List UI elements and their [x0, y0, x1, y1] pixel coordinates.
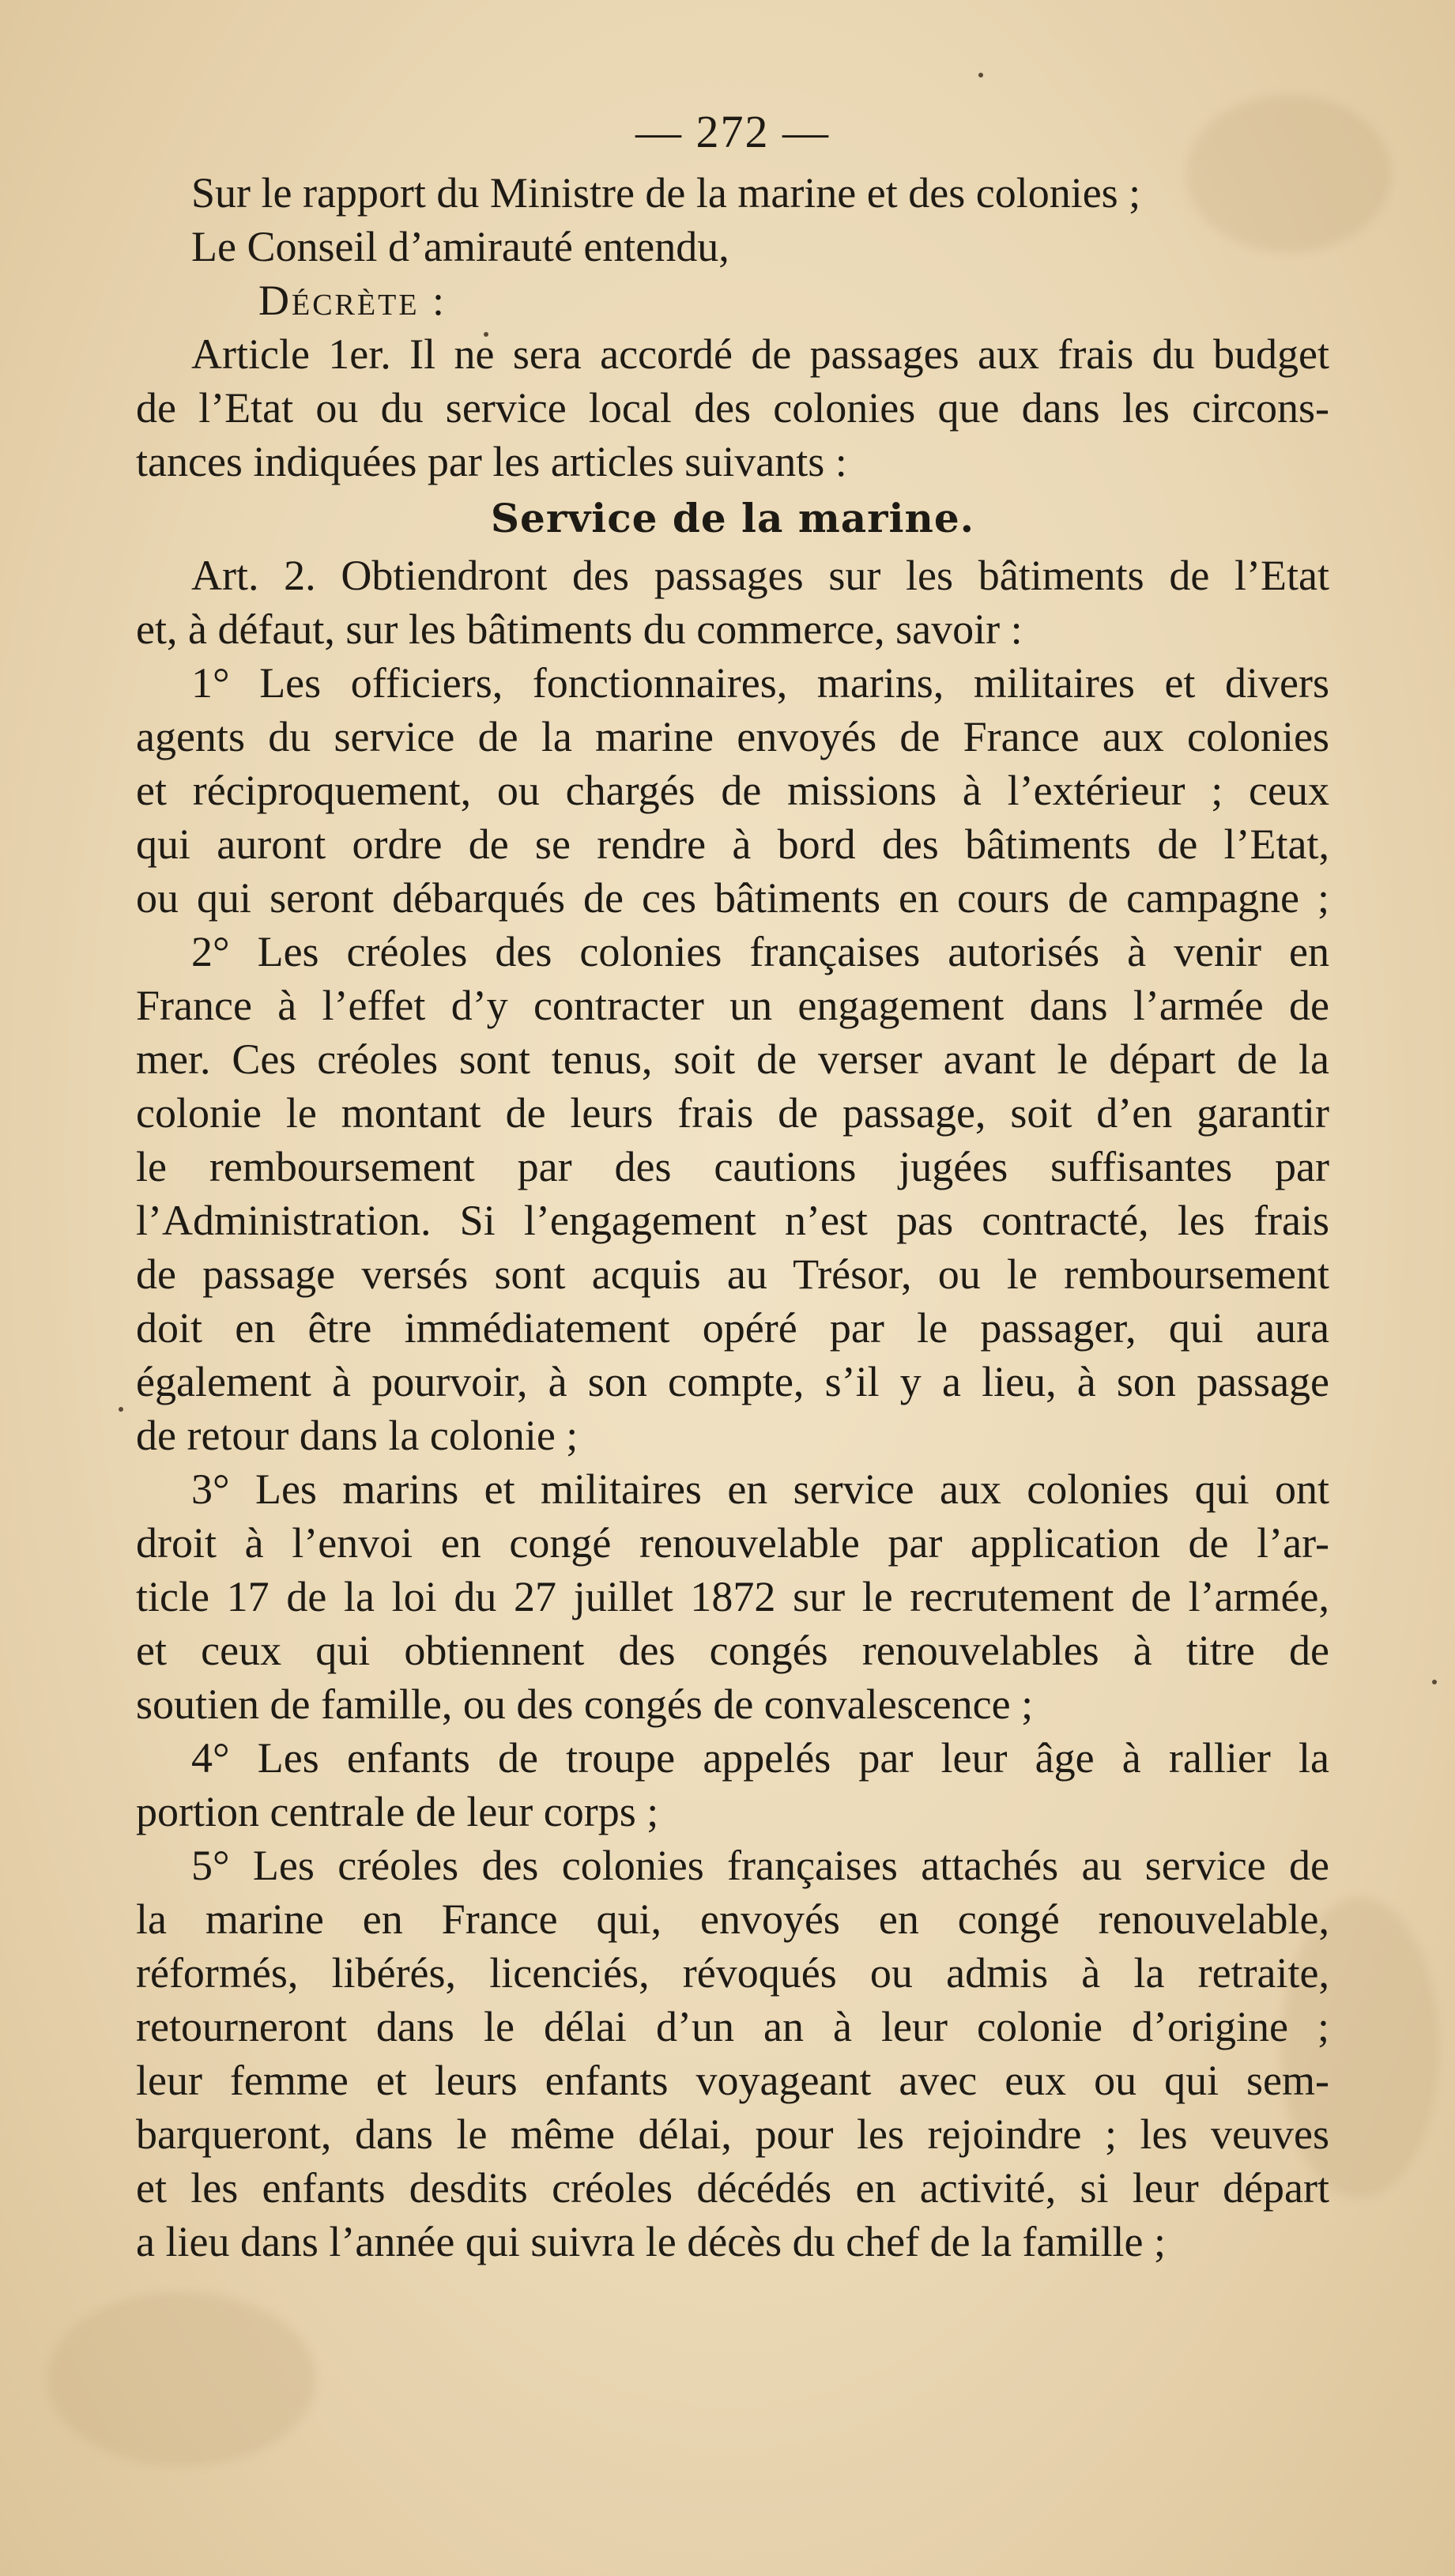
text-line: 4° Les enfants de troupe appelés par leur âge à rallier la — [191, 1734, 1329, 1782]
text-line: droit à l’envoi en congé renouvelable par application de l’ar- — [136, 1519, 1329, 1567]
ink-speck — [978, 73, 983, 77]
ink-speck — [1432, 1680, 1437, 1684]
text-line: et ceux qui obtiennent des congés renouvelables à titre de — [136, 1627, 1329, 1674]
text-line: agents du service de la marine envoyés de France aux colonies — [136, 713, 1329, 760]
text-line: 1° Les officiers, fonctionnaires, marins, militaires et divers — [191, 659, 1329, 707]
text-line: de passage versés sont acquis au Trésor, ou le remboursement — [136, 1250, 1329, 1298]
text-line: 3° Les marins et militaires en service aux colonies qui ont — [191, 1465, 1329, 1513]
text-line: réformés, libérés, licenciés, révoqués ou admis à la retraite, — [136, 1949, 1329, 1997]
text-line: France à l’effet d’y contracter un engagement dans l’armée de — [136, 982, 1329, 1029]
page-text — [136, 104, 1329, 2269]
text-line: 5° Les créoles des colonies françaises attachés au service de — [191, 1842, 1329, 1889]
decree-heading: Décrète : — [258, 277, 447, 324]
text-line: retourneront dans le délai d’un an à leur colonie d’origine ; — [136, 2003, 1329, 2050]
text-line: également à pourvoir, à son compte, s’il y a lieu, à son passage — [136, 1358, 1329, 1405]
text-line: portion centrale de leur corps ; — [136, 1788, 659, 1835]
text-line: a lieu dans l’année qui suivra le décès du chef de la famille ; — [136, 2218, 1166, 2265]
text-line: Le Conseil d’amirauté entendu, — [191, 223, 729, 270]
text-line: leur femme et leurs enfants voyageant avec eux ou qui sem- — [136, 2057, 1329, 2104]
text-line: et réciproquement, ou chargés de missions à l’extérieur ; ceux — [136, 767, 1329, 814]
text-line: la marine en France qui, envoyés en congé renouvelable, — [136, 1895, 1329, 1943]
text-line: l’Administration. Si l’engagement n’est pas contracté, les frais — [136, 1197, 1329, 1244]
page-number: — 272 — — [635, 106, 830, 157]
text-line: 2° Les créoles des colonies françaises autorisés à venir en — [191, 928, 1329, 975]
text-line: colonie le montant de leurs frais de passage, soit d’en garantir — [136, 1089, 1329, 1137]
text-line: et, à défaut, sur les bâtiments du commerce, savoir : — [136, 605, 1023, 653]
section-heading: Service de la marine. — [490, 495, 975, 541]
text-line: Sur le rapport du Ministre de la marine et des colonies ; — [191, 169, 1141, 217]
text-line: doit en être immédiatement opéré par le passager, qui aura — [136, 1304, 1329, 1352]
text-line: et les enfants desdits créoles décédés en activité, si leur départ — [136, 2164, 1329, 2212]
text-line: Article 1er. Il ne sera accordé de passages aux frais du budget — [191, 330, 1329, 378]
text-line: tances indiquées par les articles suivants : — [136, 438, 847, 485]
text-line: barqueront, dans le même délai, pour les rejoindre ; les veuves — [136, 2110, 1329, 2158]
text-line: qui auront ordre de se rendre à bord des bâtiments de l’Etat, — [136, 820, 1329, 868]
text-line: mer. Ces créoles sont tenus, soit de verser avant le départ de la — [136, 1035, 1329, 1083]
text-line: de l’Etat ou du service local des colonies que dans les circons- — [136, 384, 1329, 432]
text-line: ticle 17 de la loi du 27 juillet 1872 sur le recrutement de l’armée, — [136, 1573, 1329, 1620]
ink-speck — [119, 1407, 123, 1412]
text-lines — [136, 166, 1329, 2269]
text-line: soutien de famille, ou des congés de convalescence ; — [136, 1680, 1034, 1728]
text-line: Art. 2. Obtiendront des passages sur les bâtiments de l’Etat — [191, 552, 1329, 599]
paper-stain — [47, 2292, 316, 2466]
text-line: le remboursement par des cautions jugées suffisantes par — [136, 1143, 1329, 1190]
text-line: de retour dans la colonie ; — [136, 1412, 579, 1459]
text-line: ou qui seront débarqués de ces bâtiments en cours de campagne ; — [136, 874, 1329, 922]
